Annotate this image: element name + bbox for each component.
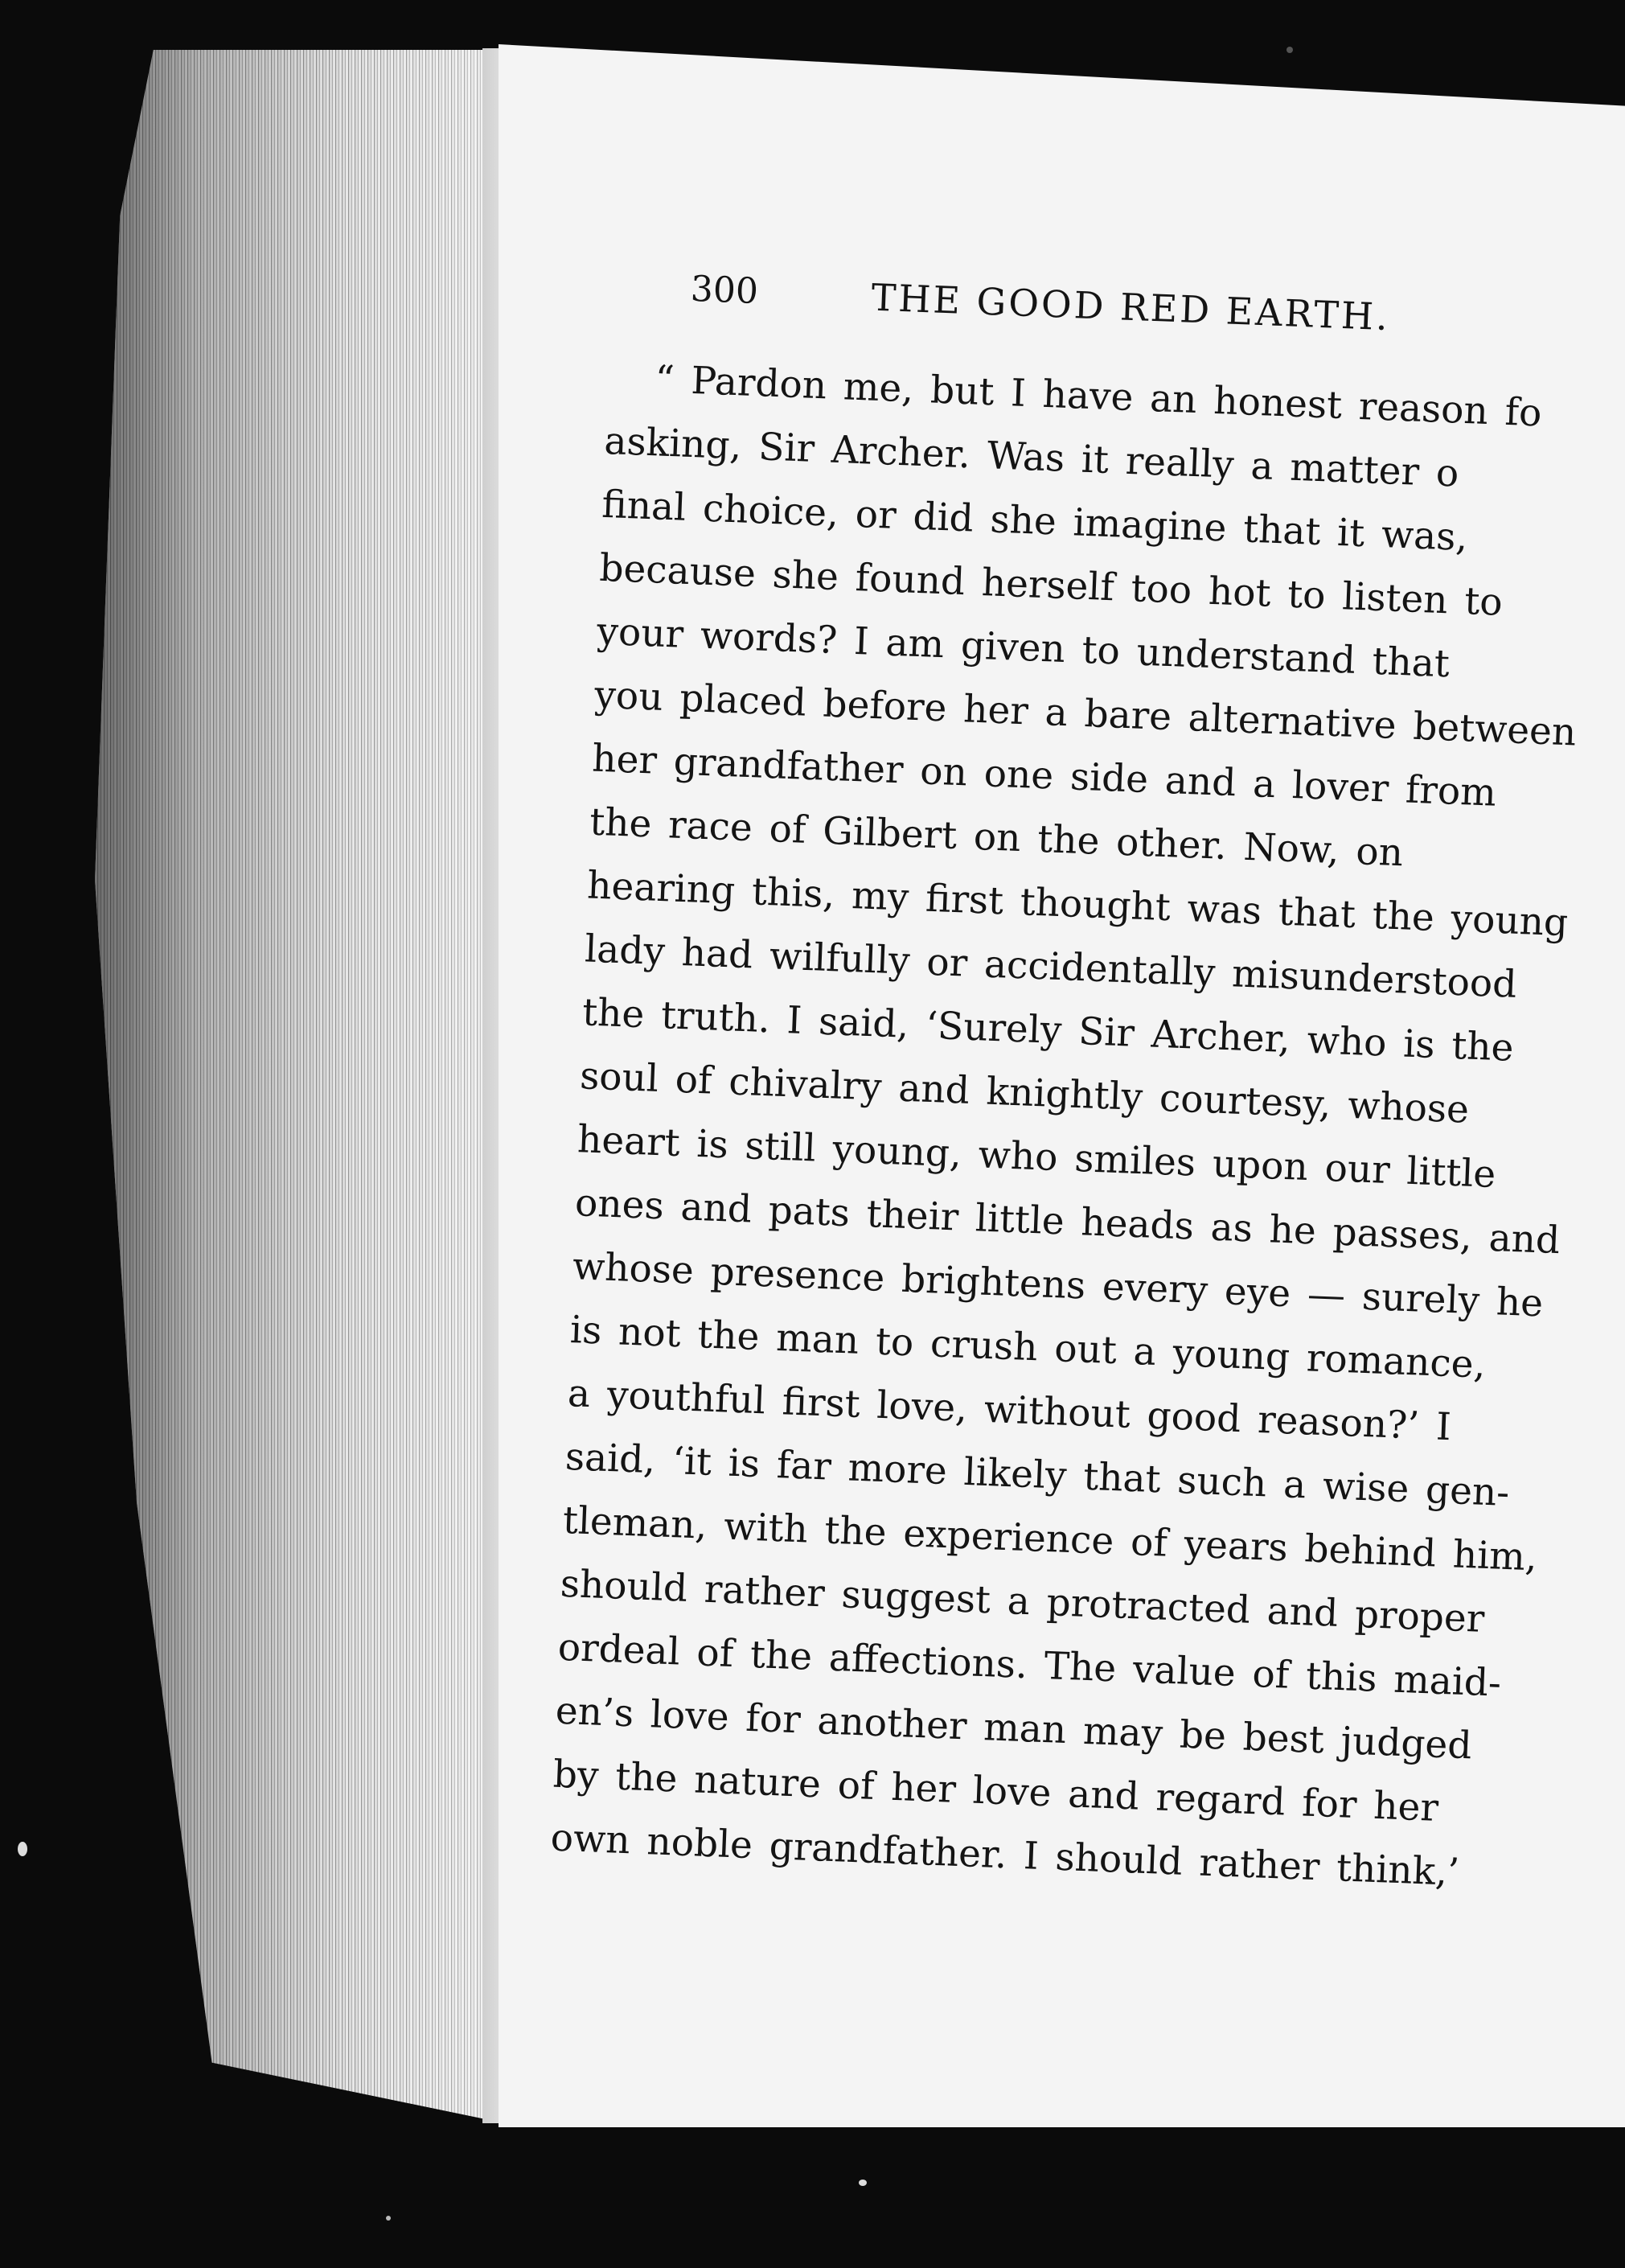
running-head: THE GOOD RED EARTH. — [870, 275, 1391, 339]
text-line: the race of Gilbert on the other. Now, on — [589, 799, 1405, 876]
text-line: soul of chivalry and knightly courtesy, whose — [579, 1054, 1470, 1132]
text-line: ones and pats their little heads as he passes, and — [574, 1181, 1561, 1263]
text-line: your words? I am given to understand that — [596, 609, 1451, 687]
text-line: lady had wilfully or accidentally misunderstood — [584, 927, 1518, 1007]
text-line: a youthful first love, without good reason?’ I — [567, 1370, 1452, 1450]
text-line: whose presence brightens every eye — surely he — [572, 1244, 1545, 1326]
text-line: asking, Sir Archer. Was it really a matter o — [603, 418, 1460, 496]
text-line: should rather suggest a protracted and proper — [559, 1561, 1486, 1641]
text-line: heart is still young, who smiles upon our little — [577, 1117, 1497, 1198]
text-line: hearing this, my first thought was that the young — [586, 863, 1570, 946]
text-line: said, ‘it is far more likely that such a wise gen- — [564, 1434, 1511, 1515]
text-line: final choice, or did she imagine that it was, — [601, 482, 1469, 561]
text-line: is not the man to crush out a young romance, — [569, 1308, 1487, 1387]
text-line: by the nature of her love and regard for her — [552, 1752, 1439, 1830]
body-text — [549, 346, 1620, 1908]
text-line: en’s love for another man may be best judged — [554, 1688, 1473, 1769]
text-line: “ Pardon me, but I have an honest reason fo — [654, 357, 1543, 436]
page-number: 300 — [689, 268, 759, 313]
text-line: the truth. I said, ‘Surely Sir Archer, who is the — [581, 990, 1515, 1070]
text-line: you placed before her a bare alternative between — [593, 672, 1578, 755]
text-line: own noble grandfather. I should rather think,’ — [549, 1815, 1461, 1895]
page-edges-shadow — [95, 50, 513, 2125]
text-line: tleman, with the experience of years behind him, — [562, 1498, 1538, 1580]
text-line: ordeal of the affections. The value of this maid- — [556, 1625, 1502, 1706]
text-block — [549, 265, 1623, 1895]
text-line: her grandfather on one side and a lover from — [591, 736, 1497, 816]
text-line: because she found herself too hot to listen to — [598, 545, 1504, 625]
